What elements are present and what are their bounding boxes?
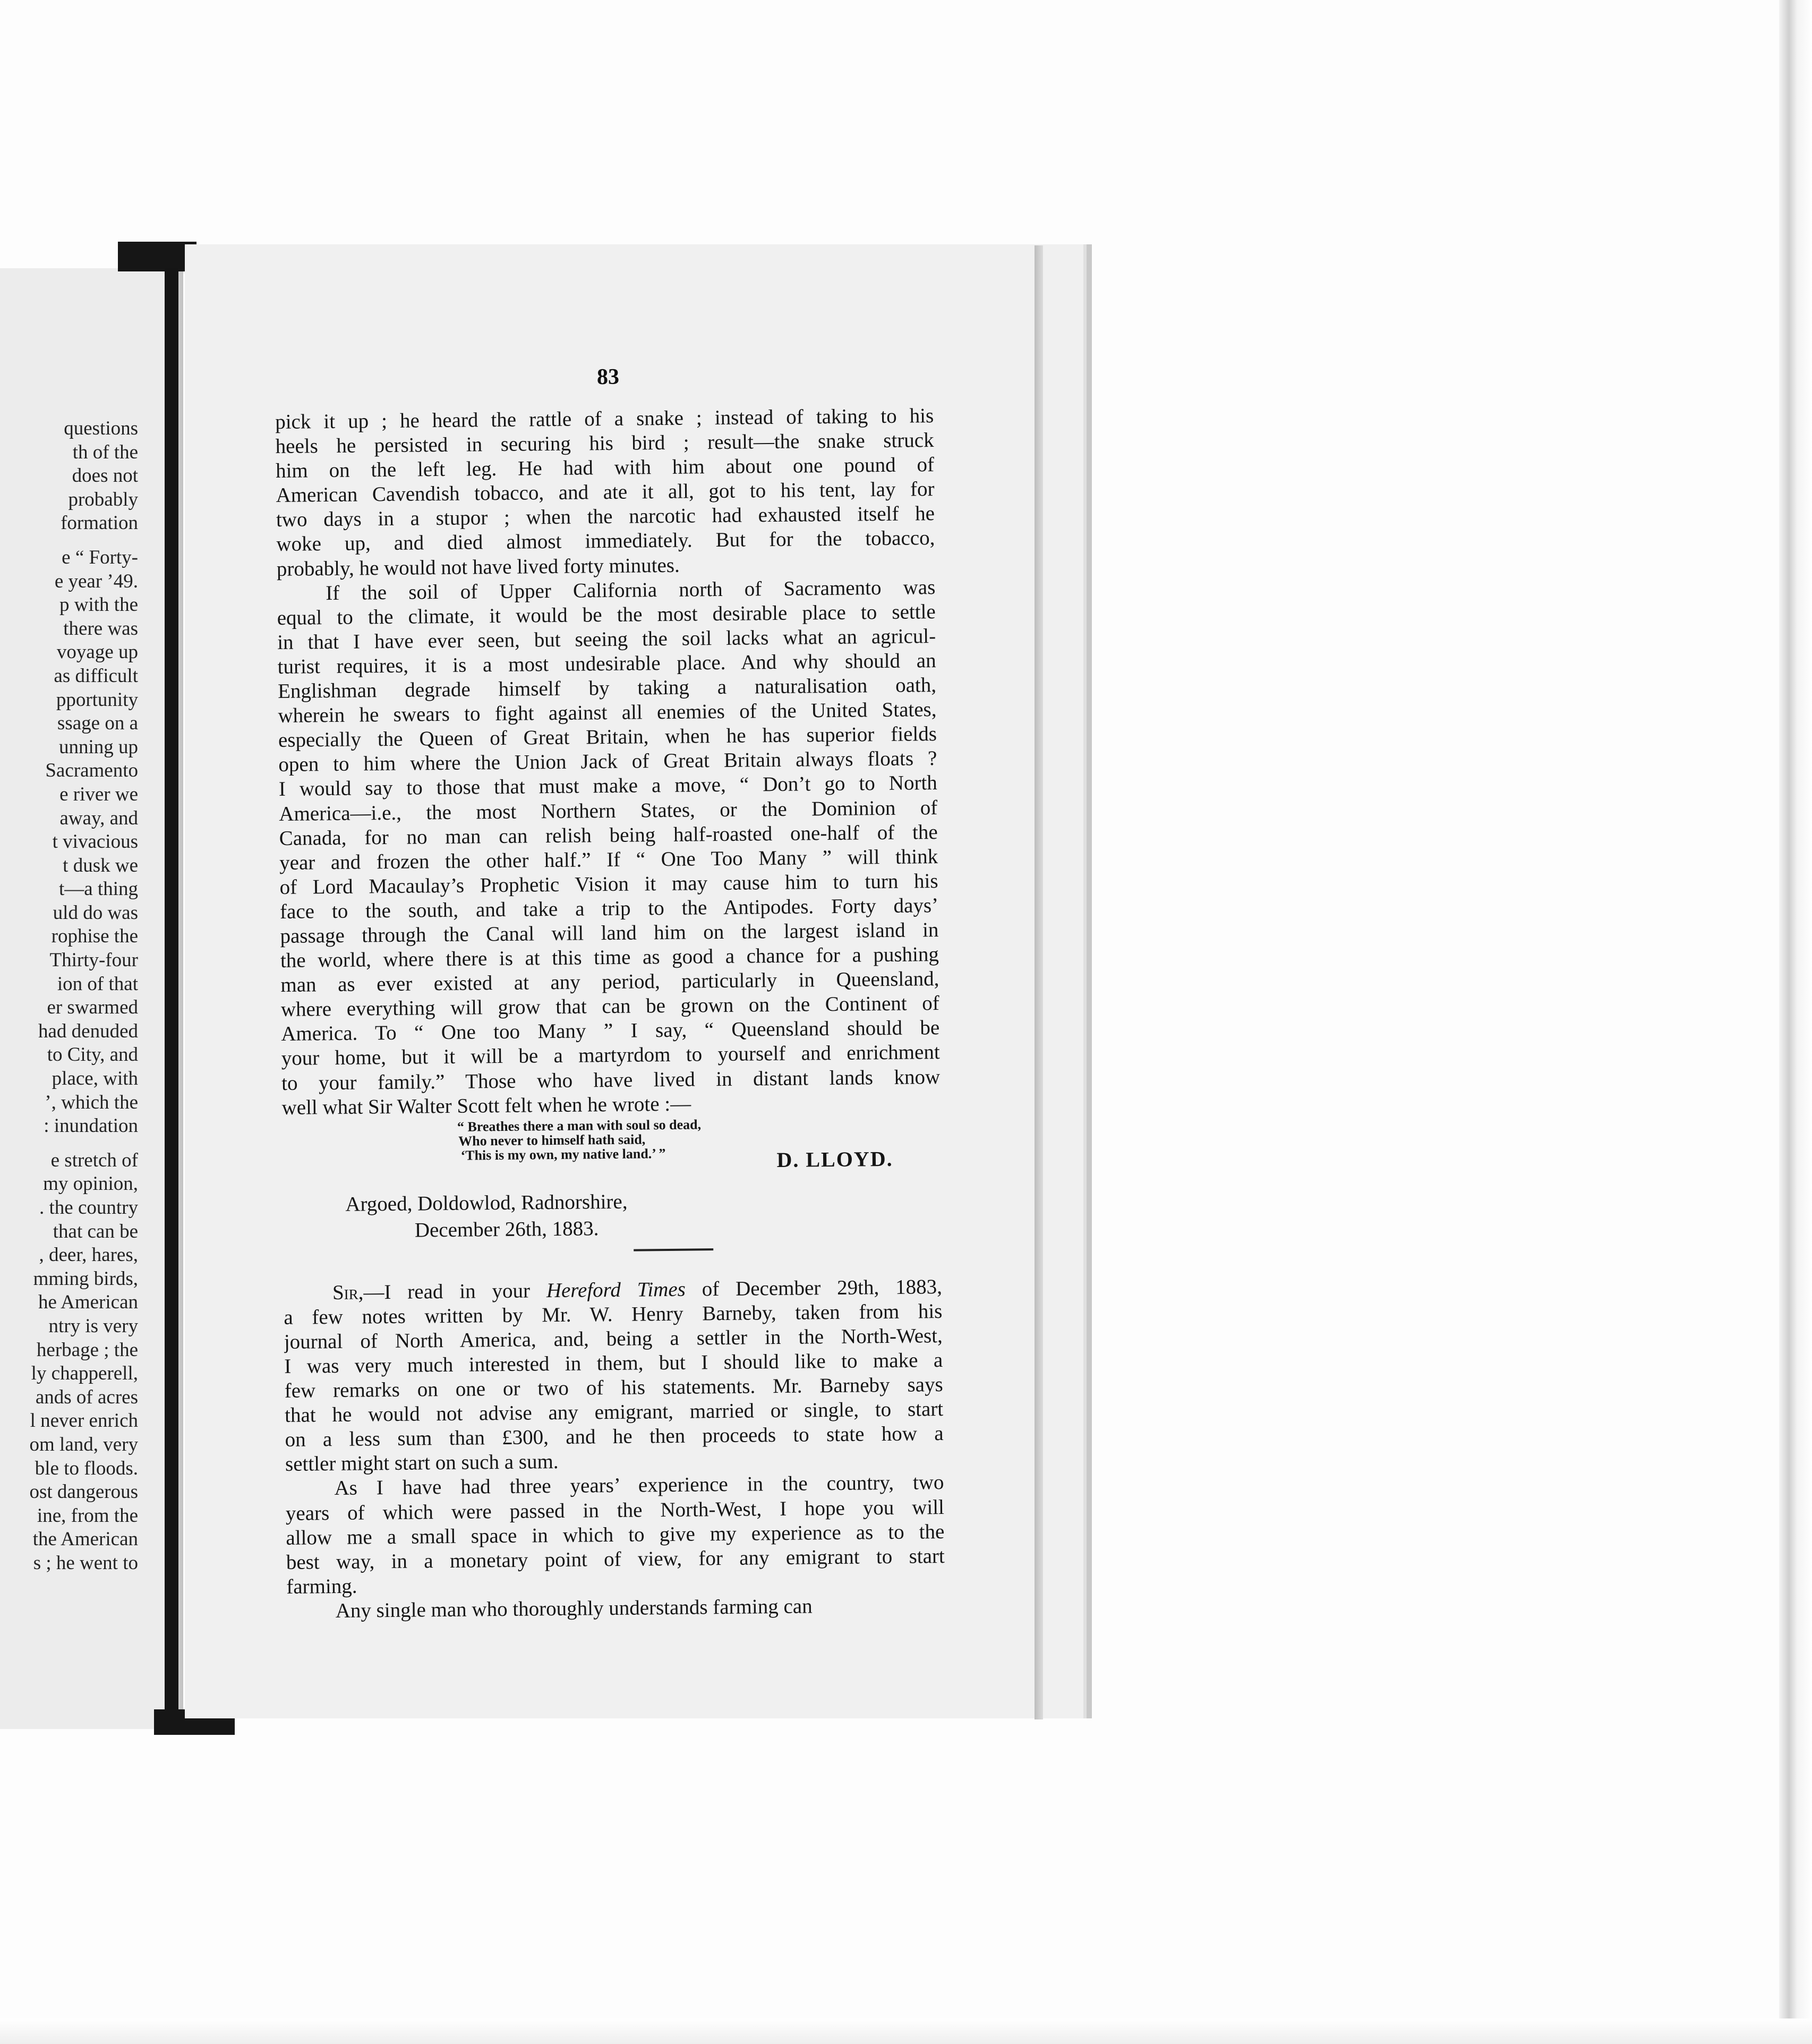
text-line: heels he persisted in securing his bird ; result—the snake struck (275, 429, 934, 458)
text-line: best way, in a monetary point of view, for any emigrant to start (286, 1544, 945, 1574)
left-page-line: that can be (53, 1220, 138, 1242)
text-line: Any single man who thoroughly understands farming can (335, 1595, 813, 1622)
left-page-line: ion of that (57, 973, 138, 995)
text-line: on a less sum than £300, and he then proceeds to state how a (285, 1422, 944, 1452)
letter-one-text (275, 404, 941, 1120)
film-edge (1779, 0, 1812, 2044)
left-page-line: probably (68, 488, 138, 510)
left-page-line: formation (61, 512, 138, 534)
text-line: allow me a small space in which to give my experience as to the (286, 1520, 945, 1549)
text-line: Englishman degrade himself by taking a naturalisation oath, (277, 674, 937, 703)
left-page-line: t vivacious (52, 831, 138, 853)
text-line: passage through the Canal will land him on the largest island in (280, 918, 939, 948)
bottom-margin (0, 2019, 1812, 2044)
text-line: in that I have ever seen, but seeing the soil lacks what an agricul- (277, 624, 936, 654)
left-page-line: does not (72, 465, 138, 487)
text-line: Sir,—I read in your Hereford Times of December 29th, 1883, (332, 1275, 943, 1304)
left-page-line: s ; he went to (33, 1552, 138, 1574)
left-page-line: ine, from the (37, 1504, 138, 1527)
text-line: open to him where the Union Jack of Great Britain always floats ? (278, 747, 937, 777)
left-page-line: ’, which the (45, 1091, 138, 1113)
salutation: Sir, (332, 1281, 364, 1304)
text-line: settler might start on such a sum. (285, 1450, 559, 1476)
section-divider (634, 1248, 713, 1251)
left-page-line: e “ Forty- (62, 546, 138, 568)
left-page-line: ntry is very (48, 1315, 138, 1337)
text-line: your home, but it will be a martyrdom to yourself and enrichment (281, 1041, 940, 1070)
left-page-line: . the country (39, 1197, 138, 1219)
text-line: years of which were passed in the North-West, I hope you will (285, 1495, 945, 1525)
left-page-line: l never enrich (30, 1410, 138, 1432)
left-page-gap (0, 535, 138, 546)
left-page-line: there was (63, 617, 138, 640)
left-page-line: the American (32, 1528, 138, 1551)
letter-two-text (284, 1275, 945, 1624)
text-line: equal to the climate, it would be the most desirable place to settle (277, 600, 936, 629)
text-line: that he would not advise any emigrant, married or single, to start (284, 1398, 944, 1427)
left-page-line: uld do was (53, 901, 138, 924)
quote-line: “ Breathes there a man with soul so dead, (457, 1117, 702, 1135)
left-page-line: ly chapperell, (31, 1362, 138, 1385)
left-page-line: : inundation (44, 1115, 138, 1137)
left-page-line: to City, and (47, 1044, 138, 1066)
text-line: I was very much interested in them, but I should like to make a (284, 1349, 943, 1378)
left-page-line: th of the (72, 441, 138, 463)
text-line: America—i.e., the most Northern States, or the Dominion of (279, 796, 938, 825)
text-line: farming. (286, 1574, 357, 1598)
text-line: especially the Queen of Great Britain, when he has superior fields (278, 722, 937, 752)
left-page-line: mming birds, (33, 1267, 138, 1290)
left-page-line: t—a thing (58, 878, 138, 900)
left-page-line: Sacramento (45, 760, 138, 782)
text-line: face to the south, and take a trip to the Antipodes. Forty days’ (279, 893, 939, 923)
text-line: the world, where there is at this time as good a chance for a pushing (280, 943, 939, 973)
address-line: Argoed, Doldowlod, Radnorshire, (345, 1190, 628, 1216)
left-page-line: ssage on a (57, 712, 138, 735)
text-line: few remarks on one or two of his statements. Mr. Barneby says (284, 1373, 943, 1403)
text-line: where everything will grow that can be grown on the Continent of (280, 992, 939, 1021)
left-page-text (0, 417, 138, 1575)
text-line: pick it up ; he heard the rattle of a snake ; instead of taking to his (275, 404, 934, 433)
text-line: American Cavendish tobacco, and ate it all, got to his tent, lay for (276, 478, 935, 507)
text-line: well what Sir Walter Scott felt when he wrote :— (281, 1092, 691, 1119)
left-facing-page (0, 268, 183, 1729)
text-line: As I have had three years’ experience in the country, two (334, 1471, 944, 1500)
text-line: probably, he would not have lived forty minutes. (276, 553, 680, 581)
page-body (275, 404, 945, 1624)
left-page-line: place, with (52, 1068, 138, 1090)
page-number: 83 (597, 365, 619, 389)
left-page-line: t dusk we (63, 854, 138, 876)
text-line: of Lord Macaulay’s Prophetic Vision it may cause him to turn his (279, 869, 938, 899)
page-edge (1035, 245, 1043, 1719)
left-page-line: had denuded (38, 1020, 138, 1042)
newspaper-title: Hereford Times (546, 1277, 686, 1302)
left-page-line: rophise the (51, 925, 138, 948)
left-page-line: p with the (59, 594, 138, 616)
sender-address (283, 1186, 942, 1245)
left-page-line: ble to floods. (35, 1457, 138, 1479)
quote-line: ‘This is my own, my native land.’ ” (460, 1145, 666, 1163)
text-line: journal of North America, and, being a settler in the North-West, (284, 1324, 943, 1353)
left-page-line: , deer, hares, (39, 1244, 138, 1266)
left-page-line: he American (38, 1291, 138, 1314)
left-page-line: herbage ; the (36, 1339, 138, 1361)
text-line: wherein he swears to fight against all enemies of the United States, (278, 698, 937, 728)
text-line: America. To “ One too Many ” I say, “ Queensland should be (281, 1016, 940, 1046)
left-page-line: unning up (58, 736, 138, 758)
left-page-line: away, and (59, 807, 138, 829)
text-line: turist requires, it is a most undesirable place. And why should an (277, 649, 936, 678)
left-page-line: as difficult (54, 665, 138, 687)
left-page-line: ands of acres (35, 1386, 138, 1408)
text-line: to your family.” Those who have lived in distant lands know (281, 1065, 941, 1095)
text-line: Canada, for no man can relish being half-roasted one-half of the (279, 820, 938, 850)
text-line: year and frozen the other half.” If “ One Too Many ” will think (279, 845, 938, 874)
text-line: a few notes written by Mr. W. Henry Barneby, taken from his (284, 1299, 943, 1329)
text-line: man as ever existed at any period, particularly in Queensland, (280, 967, 939, 997)
left-page-line: er swarmed (47, 997, 138, 1019)
left-page-line: pportunity (56, 688, 138, 711)
binding-spine (165, 268, 178, 1724)
left-page-line: ost dangerous (29, 1481, 138, 1503)
signature: D. LLOYD. (776, 1146, 893, 1172)
left-page-line: Thirty-four (49, 949, 138, 972)
left-page-line: om land, very (29, 1433, 138, 1455)
text-line: If the soil of Upper California north of Sacramento was (326, 575, 936, 604)
left-page-line: questions (64, 418, 138, 439)
letter-date: December 26th, 1883. (414, 1216, 599, 1242)
left-page-line: e river we (59, 783, 138, 805)
text-line: I would say to those that must make a move, “ Don’t go to North (278, 771, 938, 801)
text-line: two days in a stupor ; when the narcotic had exhausted itself he (276, 502, 935, 532)
text-line: woke up, and died almost immediately. But for the tobacco, (276, 526, 935, 556)
text-line: him on the left leg. He had with him about one pound of (275, 453, 935, 483)
left-page-line: e stretch of (50, 1149, 138, 1171)
left-page-line: my opinion, (43, 1173, 138, 1195)
left-page-gap (0, 1138, 138, 1149)
quote-line: Who never to himself hath said, (458, 1131, 646, 1149)
left-page-line: voyage up (56, 641, 138, 663)
left-page-line: e year ’49. (54, 570, 138, 592)
